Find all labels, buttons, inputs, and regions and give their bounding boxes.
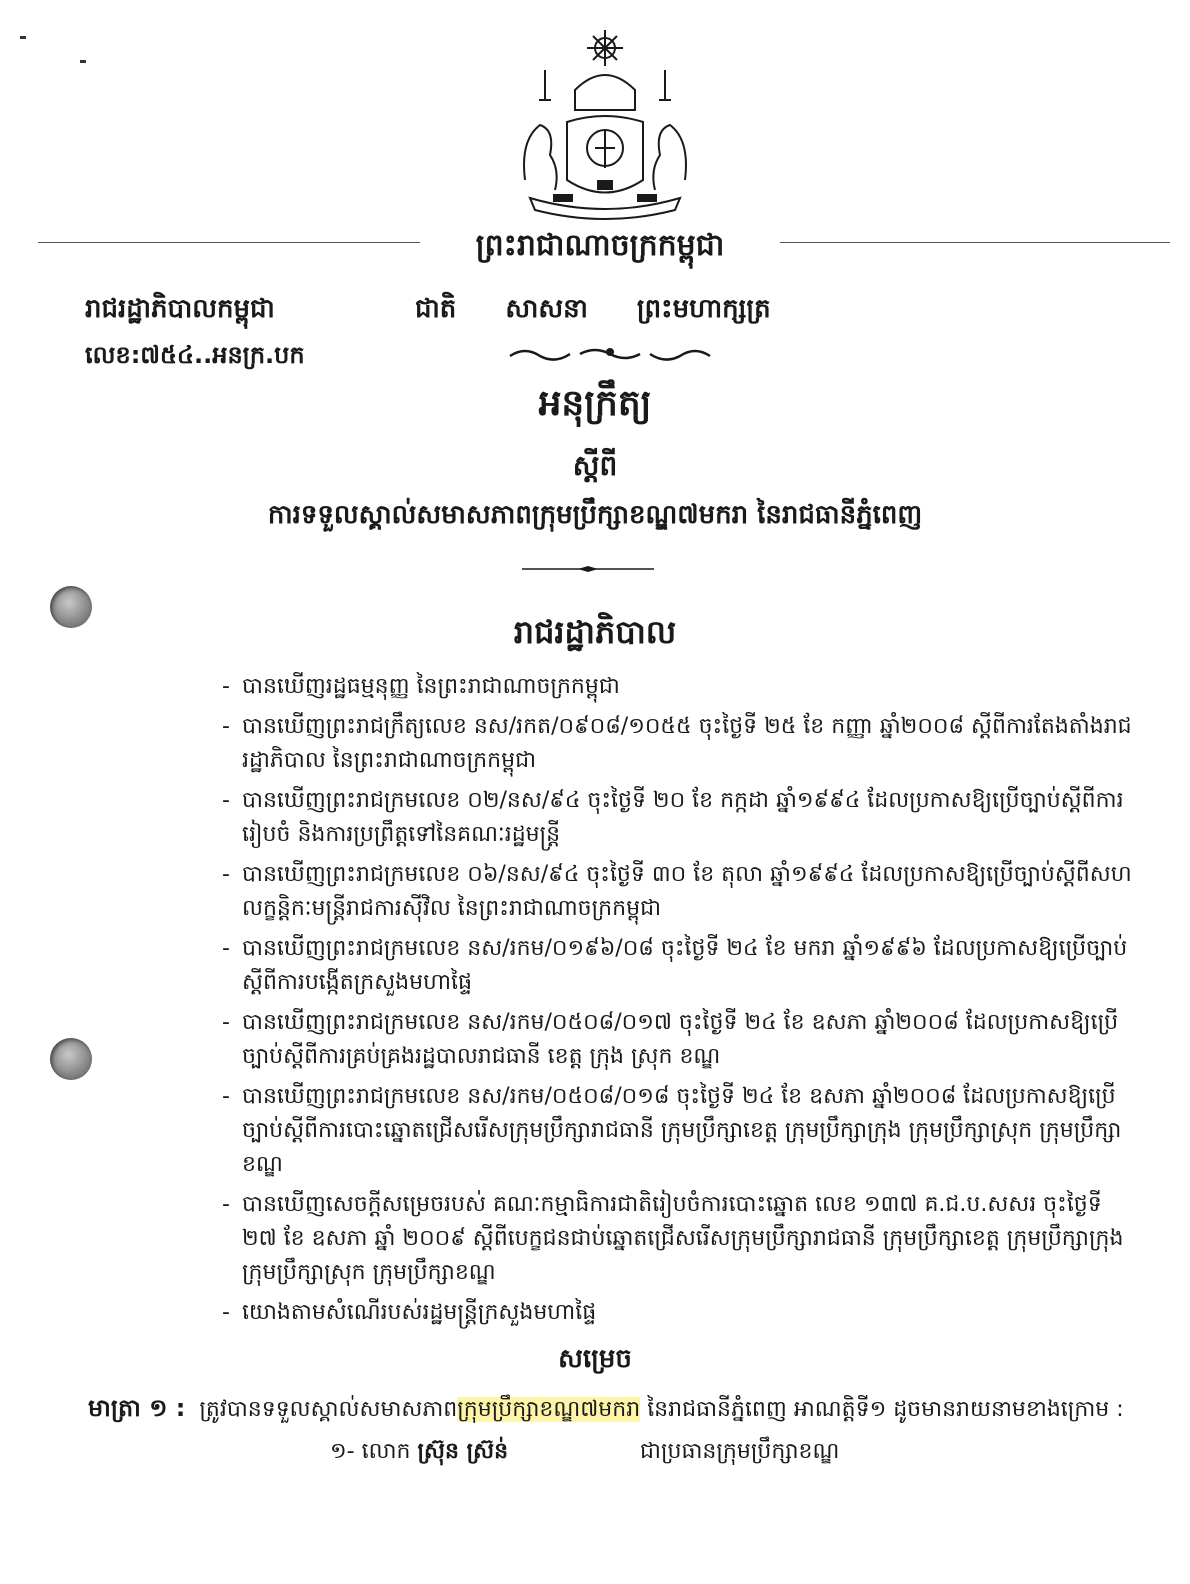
preamble-clause: - បានឃើញព្រះរាជក្រមលេខ នស/រកម/០៥០៨/០១៧ ចុះថ្ងៃទី ២៤ ខែ ឧសភា ឆ្នាំ២០០៨ ដែលប្រកាសឱ្យប្រើច្បាប់ស្តីពីការគ្រប់គ្រងរដ្ឋបាលរាជធានី ខេត្ត ក្រុង ស្រុក ខណ្ឌ <box>222 1010 1119 1069</box>
member-index: ១- <box>330 1439 355 1464</box>
scan-speck <box>80 60 86 63</box>
preamble-clauses <box>222 670 1142 1336</box>
member-role: ជាប្រធានក្រុមប្រឹក្សាខណ្ឌ <box>640 1439 840 1464</box>
article-text: ត្រូវបានទទួលស្គាល់សមាសភាព <box>199 1397 458 1422</box>
punch-hole <box>50 586 92 628</box>
government-name: រាជរដ្ឋាភិបាលកម្ពុជា <box>85 294 275 324</box>
about-label: ស្តីពី <box>572 449 618 482</box>
article-label: មាត្រា ១ : <box>88 1394 186 1422</box>
article-1 <box>88 1392 1138 1426</box>
royal-emblem <box>505 30 705 220</box>
preamble-clause: - បានឃើញរដ្ឋធម្មនុញ្ញ នៃព្រះរាជាណាចក្រកម្ពុជា <box>222 674 620 699</box>
issuer-heading: រាជរដ្ឋាភិបាល <box>513 613 677 651</box>
document-subject: ការទទួលស្គាល់សមាសភាពក្រុមប្រឹក្សាខណ្ឌ៧មករា នៃរាជធានីភ្នំពេញ <box>267 500 923 530</box>
preamble-clause: - យោងតាមសំណើរបស់រដ្ឋមន្ត្រីក្រសួងមហាផ្ទៃ <box>222 1300 597 1325</box>
preamble-clause: - បានឃើញព្រះរាជក្រមលេខ នស/រកម/០៥០៨/០១៨ ចុះថ្ងៃទី ២៤ ខែ ឧសភា ឆ្នាំ២០០៨ ដែលប្រកាសឱ្យប្រើច្បាប់ស្តីពីការបោះឆ្នោតជ្រើសរើសក្រុមប្រឹក្សារាជធានី ក្រុមប្រឹក្សាខេត្ត ក្រុមប្រឹក្សាក្រុង ក្រុមប្រឹក្សាស្រុក ក្រុមប្រឹក្សាខណ្ឌ <box>222 1084 1122 1177</box>
document-title: អនុក្រឹត្យ <box>538 383 652 424</box>
motto-king: ព្រះមហាក្សត្រ <box>636 294 771 324</box>
scan-speck <box>20 36 26 39</box>
national-motto <box>415 292 811 330</box>
decision-heading: សម្រេច <box>558 1344 632 1374</box>
member-name: ស្រ៊ុន ស្រ៊ន់ <box>417 1439 509 1464</box>
punch-hole <box>50 1038 92 1080</box>
member-title: លោក <box>361 1439 411 1464</box>
preamble-clause: - បានឃើញព្រះរាជក្រមលេខ ០២/នស/៩៤ ចុះថ្ងៃទី ២០ ខែ កក្កដា ឆ្នាំ១៩៩៤ ដែលប្រកាសឱ្យប្រើច្បាប់ស្តីពីការរៀបចំ និងការប្រព្រឹត្តទៅនៃគណៈរដ្ឋមន្ត្រី <box>222 788 1124 847</box>
member-row <box>330 1436 840 1468</box>
motto-religion: សាសនា <box>505 294 588 324</box>
highlighted-text: ក្រុមប្រឹក្សាខណ្ឌ៧មករា <box>457 1397 641 1422</box>
short-divider <box>522 566 654 572</box>
preamble-clause: - បានឃើញព្រះរាជក្រមលេខ នស/រកម/០១៩៦/០៨ ចុះថ្ងៃទី ២៤ ខែ មករា ឆ្នាំ១៩៩៦ ដែលប្រកាសឱ្យប្រើច្បាប់ស្តីពីការបង្កើតក្រសួងមហាផ្ទៃ <box>222 936 1128 995</box>
preamble-clause: - បានឃើញសេចក្តីសម្រេចរបស់ គណៈកម្មាធិការជាតិរៀបចំការបោះឆ្នោត លេខ ១៣៧ គ.ជ.ប.សសរ ចុះថ្ងៃទី ២៧ ខែ ឧសភា ឆ្នាំ ២០០៩ ស្តីពីបេក្ខជនជាប់ឆ្នោតជ្រើសរើសក្រុមប្រឹក្សារាជធានី ក្រុមប្រឹក្សាខេត្ត ក្រុមប្រឹក្សាក្រុង ក្រុមប្រឹក្សាស្រុក ក្រុមប្រឹក្សាខណ្ឌ <box>222 1192 1124 1285</box>
preamble-clause: - បានឃើញព្រះរាជក្រឹត្យលេខ នស/រកត/០៩០៨/១០៥៥ ចុះថ្ងៃទី ២៥ ខែ កញ្ញា ឆ្នាំ២០០៨ ស្តីពីការតែងតាំងរាជរដ្ឋាភិបាល នៃព្រះរាជាណាចក្រកម្ពុជា <box>222 714 1132 773</box>
preamble-clause: - បានឃើញព្រះរាជក្រមលេខ ០៦/នស/៩៤ ចុះថ្ងៃទី ៣០ ខែ តុលា ឆ្នាំ១៩៩៤ ដែលប្រកាសឱ្យប្រើច្បាប់ស្តីពីសហលក្ខន្តិកៈមន្ត្រីរាជការស៊ីវិល នៃព្រះរាជាណាចក្រកម្ពុជា <box>222 862 1132 921</box>
document-number: លេខ:៧៥៤..អនក្រ.បក <box>85 341 305 369</box>
article-text-end: នៃរាជធានីភ្នំពេញ អាណត្តិទី១ ដូចមានរាយនាមខាងក្រោម : <box>640 1397 1124 1422</box>
motto-nation: ជាតិ <box>415 294 457 324</box>
ornament-divider <box>505 342 715 364</box>
kingdom-name: ព្រះរាជាណាចក្រកម្ពុជា <box>420 226 780 266</box>
